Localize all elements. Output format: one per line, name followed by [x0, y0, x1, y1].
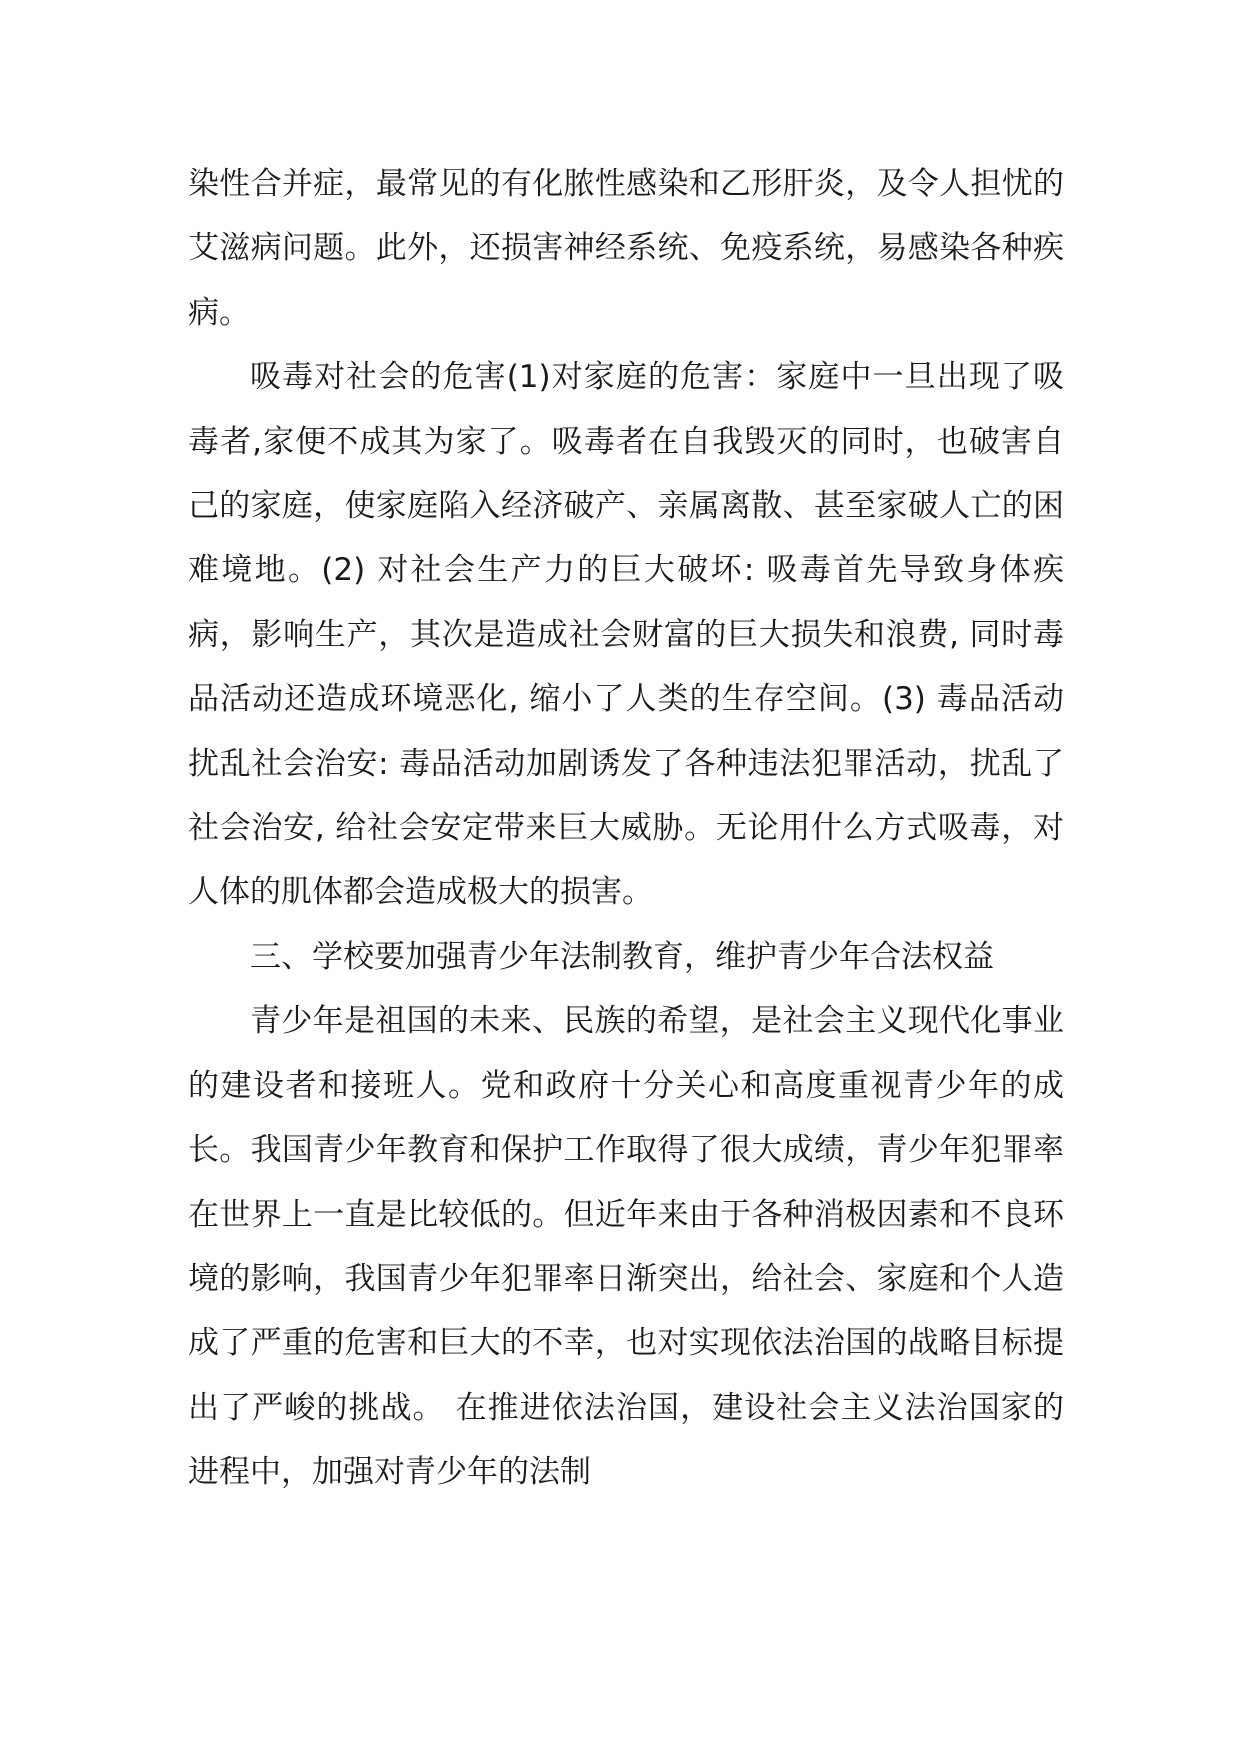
paragraph-disease-effects: 染性合并症，最常见的有化脓性感染和乙形肝炎，及令人担忧的艾滋病问题。此外，还损害神经系统、免疫系统，易感染各种疾病。 — [188, 166, 1064, 331]
paragraph-youth-education: 青少年是祖国的未来、民族的希望，是社会主义现代化事业的建设者和接班人。党和政府十分关心和高度重视青少年的成长。我国青少年教育和保护工作取得了很大成绩，青少年犯罪率在世界上一直是比较低的。但近年来由于各种消极因素和不良环境的影响，我国青少年犯罪率日渐突出，给社会、家庭和个人造成了严重的危害和巨大的不幸，也对实现依法治国的战略目标提出了严峻的挑战。 在推进依法治国，建设社会主义法治国家的进程中，加强对青少年的法制 — [188, 1003, 1064, 1491]
document-body — [188, 152, 1064, 1505]
paragraph-social-harm: 吸毒对社会的危害(1)对家庭的危害：家庭中一旦出现了吸毒者,家便不成其为家了。吸毒者在自我毁灭的同时，也破害自己的家庭，使家庭陷入经济破产、亲属离散、甚至家破人亡的困难境地。(2) 对社会生产力的巨大破坏: 吸毒首先导致身体疾病，影响生产，其次是造成社会财富的巨大损失和浪费, 同时毒品活动还造成环境恶化, 缩小了人类的生存空间。(3) 毒品活动扰乱社会治安: 毒品活动加剧诱发了各种违法犯罪活动，扰乱了社会治安, 给社会安定带来巨大威胁。无论用什么方式吸毒，对人体的肌体都会造成极大的损害。 — [188, 359, 1064, 911]
section-heading: 三、学校要加强青少年法制教育，维护青少年合法权益 — [250, 938, 994, 975]
